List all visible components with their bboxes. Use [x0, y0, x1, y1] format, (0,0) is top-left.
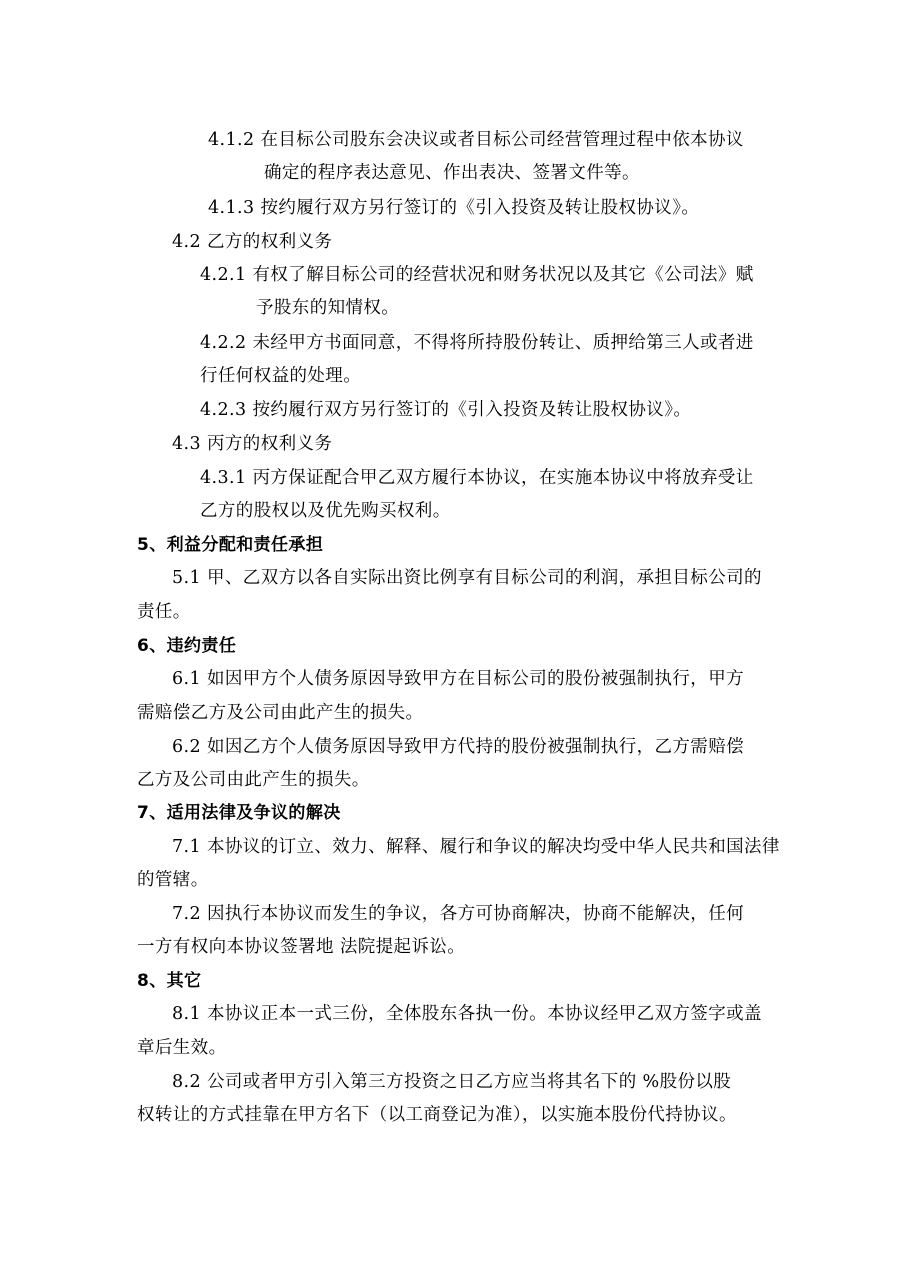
clause-4-2-1-line-1: 4.2.1 有权了解目标公司的经营状况和财务状况以及其它《公司法》赋 — [200, 265, 754, 285]
section-4-2-title: 4.2 乙方的权利义务 — [172, 232, 333, 252]
clause-8-1-line-1: 8.1 本协议正本一式三份，全体股东各执一份。本协议经甲乙双方签字或盖 — [172, 1004, 762, 1024]
clause-8-2-line-1: 8.2 公司或者甲方引入第三方投资之日乙方应当将其名下的 %股份以股 — [172, 1072, 732, 1092]
section-7-heading: 7、适用法律及争议的解决 — [137, 803, 341, 823]
clause-4-1-2-line-2: 确定的程序表达意见、作出表决、签署文件等。 — [264, 163, 640, 183]
clause-5-1-line-1: 5.1 甲、乙双方以各自实际出资比例享有目标公司的利润，承担目标公司的 — [172, 568, 762, 588]
clause-7-2-line-1: 7.2 因执行本协议而发生的争议，各方可协商解决，协商不能解决，任何 — [172, 904, 744, 924]
clause-6-2-line-1: 6.2 如因乙方个人债务原因导致甲方代持的股份被强制执行，乙方需赔偿 — [172, 737, 744, 757]
clause-8-1-line-2: 章后生效。 — [137, 1038, 227, 1058]
clause-4-2-3: 4.2.3 按约履行双方另行签订的《引入投资及转让股权协议》。 — [200, 400, 692, 420]
clause-7-1-line-2: 的管辖。 — [137, 870, 209, 890]
section-8-heading: 8、其它 — [137, 971, 202, 991]
clause-6-1-line-1: 6.1 如因甲方个人债务原因导致甲方在目标公司的股份被强制执行，甲方 — [172, 669, 744, 689]
clause-5-1-line-2: 责任。 — [137, 602, 191, 622]
clause-4-1-2-line-1: 4.1.2 在目标公司股东会决议或者目标公司经营管理过程中依本协议 — [208, 130, 744, 150]
clause-4-3-1-line-2: 乙方的股权以及优先购买权利。 — [200, 501, 451, 521]
clause-6-1-line-2: 需赔偿乙方及公司由此产生的损失。 — [137, 703, 424, 723]
clause-4-3-1-line-1: 4.3.1 丙方保证配合甲乙双方履行本协议，在实施本协议中将放弃受让 — [200, 468, 754, 488]
section-6-heading: 6、违约责任 — [137, 636, 237, 656]
clause-4-2-2-line-1: 4.2.2 未经甲方书面同意，不得将所持股份转让、质押给第三人或者进 — [200, 333, 754, 353]
clause-4-1-3: 4.1.3 按约履行双方另行签订的《引入投资及转让股权协议》。 — [208, 198, 700, 218]
clause-6-2-line-2: 乙方及公司由此产生的损失。 — [137, 770, 370, 790]
clause-4-2-2-line-2: 行任何权益的处理。 — [200, 366, 362, 386]
section-4-3-title: 4.3 丙方的权利义务 — [172, 434, 333, 454]
section-5-heading: 5、利益分配和责任承担 — [137, 535, 324, 555]
clause-7-1-line-1: 7.1 本协议的订立、效力、解释、履行和争议的解决均受中华人民共和国法律 — [172, 837, 780, 857]
clause-4-2-1-line-2: 予股东的知情权。 — [256, 298, 400, 318]
clause-8-2-line-2: 权转让的方式挂靠在甲方名下（以工商登记为准），以实施本股份代持协议。 — [137, 1105, 737, 1125]
clause-7-2-line-2: 一方有权向本协议签署地 法院提起诉讼。 — [137, 937, 466, 957]
